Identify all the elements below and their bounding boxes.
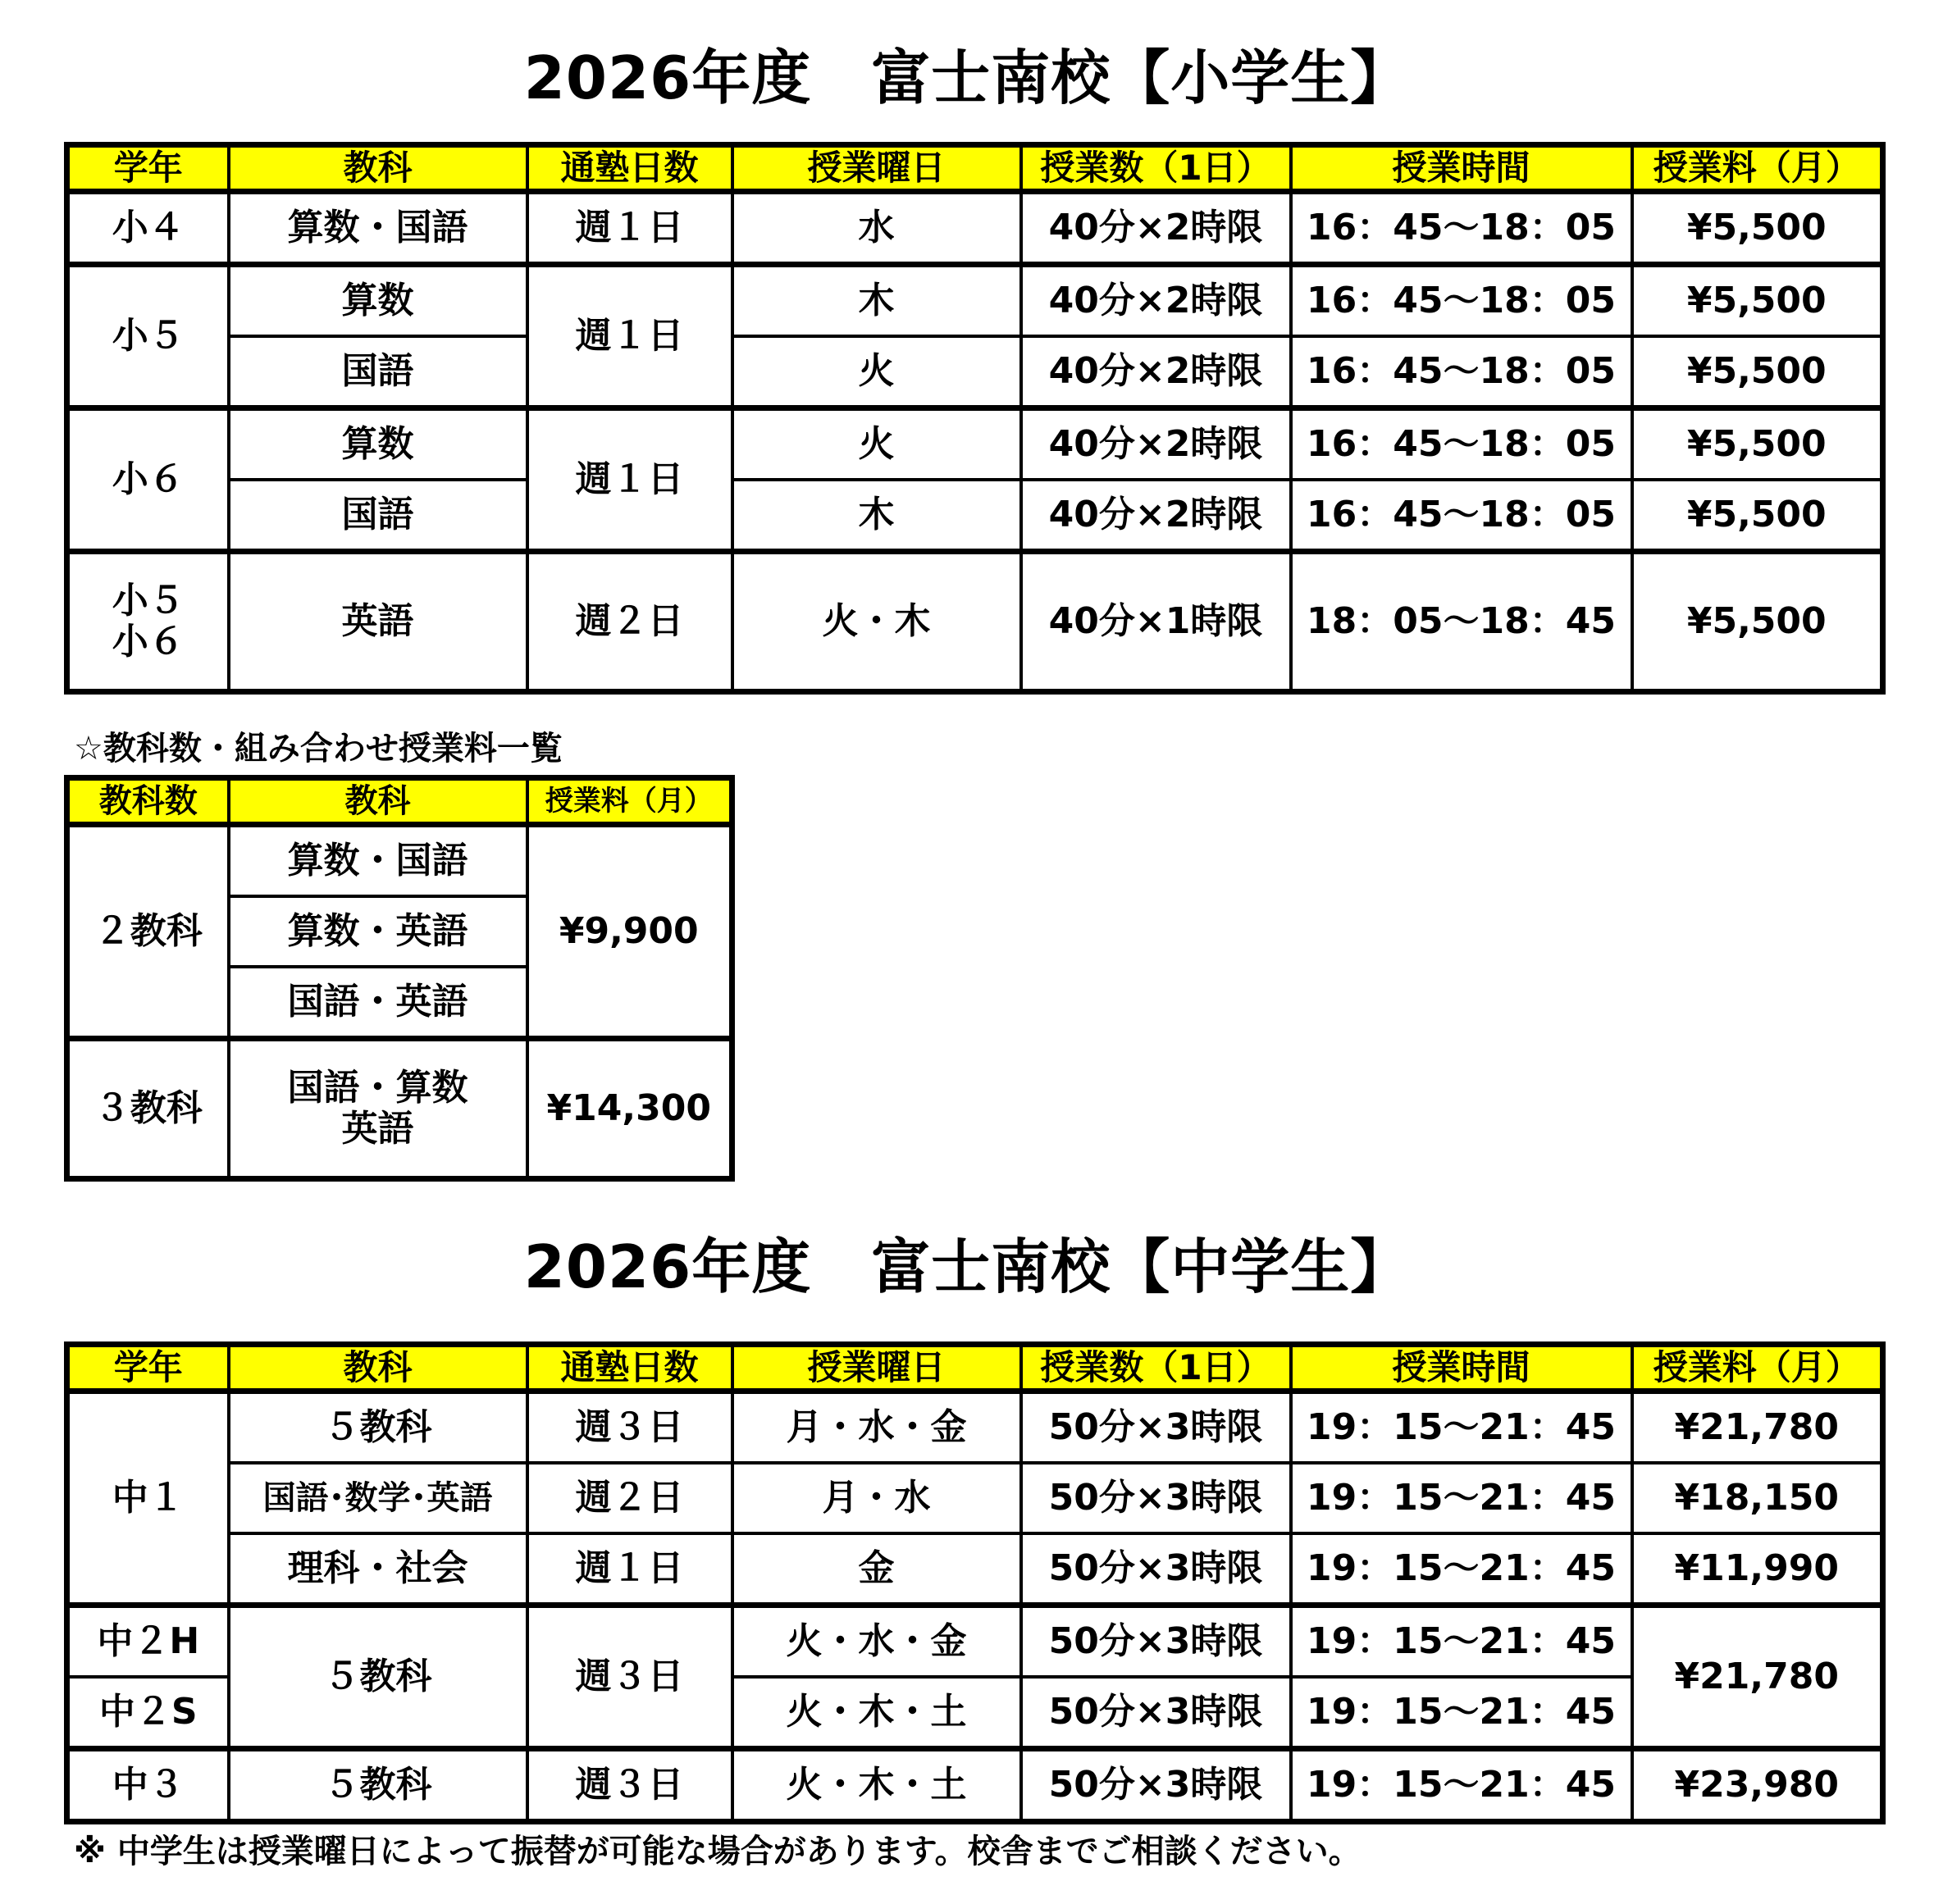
- time-cell: 19：15～21：45: [1291, 1533, 1632, 1606]
- days-cell: 週３日: [527, 1749, 732, 1822]
- fee-cell: ¥5,500: [1632, 336, 1883, 408]
- weekday-cell: 水: [732, 192, 1021, 265]
- middle-title: 2026年度 富士南校【中学生】: [523, 1232, 1411, 1301]
- fee-cell: ¥5,500: [1632, 552, 1883, 692]
- time-cell: 19：15～21：45: [1291, 1392, 1632, 1464]
- grade-cell: 中３: [67, 1749, 229, 1822]
- time-cell: 19：15～21：45: [1291, 1606, 1632, 1678]
- table-row: [67, 408, 1883, 481]
- lessons-cell: 50分×3時限: [1021, 1677, 1291, 1749]
- header-time: 授業時間: [1291, 1345, 1632, 1392]
- time-cell: 16：45～18：05: [1291, 480, 1632, 552]
- middle-schedule-table: [64, 1341, 1886, 1824]
- weekday-cell: 火: [732, 336, 1021, 408]
- fee-cell: ¥5,500: [1632, 192, 1883, 265]
- header-subject: 教科: [229, 778, 527, 825]
- header-subject: 教科: [229, 1345, 527, 1392]
- fee-cell: ¥5,500: [1632, 480, 1883, 552]
- grade-cell: 中２H: [67, 1606, 229, 1678]
- subject-cell: 国語・英語: [229, 967, 527, 1039]
- table-row: [67, 1463, 1883, 1533]
- lessons-cell: 50分×3時限: [1021, 1533, 1291, 1606]
- days-cell: 週３日: [527, 1606, 732, 1749]
- weekday-cell: 火・木・土: [732, 1749, 1021, 1822]
- weekday-cell: 火: [732, 408, 1021, 481]
- lessons-cell: 50分×3時限: [1021, 1463, 1291, 1533]
- subject-cell: 国語: [229, 480, 527, 552]
- header-time: 授業時間: [1291, 145, 1632, 192]
- fee-cell: ¥9,900: [527, 825, 732, 1039]
- grade-cell: 中１: [67, 1392, 229, 1606]
- subject-line: 英語: [341, 1108, 414, 1150]
- days-cell: 週２日: [527, 552, 732, 692]
- fee-cell: ¥5,500: [1632, 265, 1883, 337]
- fee-cell: ¥14,300: [527, 1039, 732, 1179]
- header-days: 通塾日数: [527, 1345, 732, 1392]
- table-row: [67, 1749, 1883, 1822]
- lessons-cell: 40分×1時限: [1021, 552, 1291, 692]
- time-cell: 16：45～18：05: [1291, 336, 1632, 408]
- weekday-cell: 月・水・金: [732, 1392, 1021, 1464]
- combo-note: ☆教科数・組み合わせ授業料一覧: [74, 730, 563, 768]
- time-cell: 19：15～21：45: [1291, 1749, 1632, 1822]
- header-fee: 授業料（月）: [527, 778, 732, 825]
- days-cell: 週１日: [527, 192, 732, 265]
- table-row: [67, 1392, 1883, 1464]
- table-header-row: [67, 778, 732, 825]
- footnote: ※ 中学生は授業曜日によって振替が可能な場合があります。校舎までご相談ください。: [74, 1833, 1362, 1870]
- grade-line: 小５: [112, 580, 185, 622]
- header-weekday: 授業曜日: [732, 1345, 1021, 1392]
- fee-cell: ¥21,780: [1632, 1392, 1883, 1464]
- subject-cell: [229, 1039, 527, 1179]
- table-row: [67, 1606, 1883, 1678]
- grade-line: 小６: [112, 621, 185, 663]
- header-weekday: 授業曜日: [732, 145, 1021, 192]
- days-cell: 週１日: [527, 265, 732, 408]
- time-cell: 18：05～18：45: [1291, 552, 1632, 692]
- lessons-cell: 50分×3時限: [1021, 1392, 1291, 1464]
- fee-cell: ¥21,780: [1632, 1606, 1883, 1749]
- time-cell: 19：15～21：45: [1291, 1463, 1632, 1533]
- header-days: 通塾日数: [527, 145, 732, 192]
- fee-cell: ¥5,500: [1632, 408, 1883, 481]
- table-row: [67, 480, 1883, 552]
- fee-cell: ¥18,150: [1632, 1463, 1883, 1533]
- grade-cell: [67, 552, 229, 692]
- header-fee: 授業料（月）: [1632, 1345, 1883, 1392]
- weekday-cell: 火・木: [732, 552, 1021, 692]
- header-fee: 授業料（月）: [1632, 145, 1883, 192]
- time-cell: 16：45～18：05: [1291, 408, 1632, 481]
- lessons-cell: 40分×2時限: [1021, 336, 1291, 408]
- table-row: [67, 1533, 1883, 1606]
- lessons-cell: 50分×3時限: [1021, 1749, 1291, 1822]
- days-cell: 週１日: [527, 408, 732, 552]
- weekday-cell: 火・水・金: [732, 1606, 1021, 1678]
- subject-cell: 国語: [229, 336, 527, 408]
- fee-cell: ¥23,980: [1632, 1749, 1883, 1822]
- header-lessons: 授業数（1日）: [1021, 1345, 1291, 1392]
- table-row: [67, 336, 1883, 408]
- subject-cell: 算数・英語: [229, 896, 527, 967]
- weekday-cell: 木: [732, 265, 1021, 337]
- table-header-row: [67, 145, 1883, 192]
- grade-cell: 小４: [67, 192, 229, 265]
- table-row: [67, 1039, 732, 1179]
- grade-cell: 小６: [67, 408, 229, 552]
- time-cell: 19：15～21：45: [1291, 1677, 1632, 1749]
- table-header-row: [67, 1345, 1883, 1392]
- time-cell: 16：45～18：05: [1291, 265, 1632, 337]
- header-grade: 学年: [67, 1345, 229, 1392]
- days-cell: 週３日: [527, 1392, 732, 1464]
- subject-cell: ５教科: [229, 1606, 527, 1749]
- weekday-cell: 火・木・土: [732, 1677, 1021, 1749]
- grade-cell: 小５: [67, 265, 229, 408]
- lessons-cell: 40分×2時限: [1021, 480, 1291, 552]
- combo-fee-table: [64, 775, 735, 1182]
- days-cell: 週２日: [527, 1463, 732, 1533]
- elementary-title: 2026年度 富士南校【小学生】: [523, 43, 1411, 112]
- subject-cell: 算数・国語: [229, 192, 527, 265]
- table-row: [67, 265, 1883, 337]
- days-cell: 週１日: [527, 1533, 732, 1606]
- subject-cell: 算数: [229, 408, 527, 481]
- subject-cell: 国語･数学･英語: [229, 1463, 527, 1533]
- header-lessons: 授業数（1日）: [1021, 145, 1291, 192]
- subject-cell: ５教科: [229, 1749, 527, 1822]
- lessons-cell: 40分×2時限: [1021, 192, 1291, 265]
- lessons-cell: 40分×2時限: [1021, 265, 1291, 337]
- table-row: [67, 192, 1883, 265]
- header-count: 教科数: [67, 778, 229, 825]
- subject-cell: 英語: [229, 552, 527, 692]
- elementary-schedule-table: [64, 142, 1886, 695]
- subject-line: 国語・算数: [287, 1067, 468, 1109]
- subject-cell: 算数・国語: [229, 825, 527, 897]
- weekday-cell: 月・水: [732, 1463, 1021, 1533]
- subject-cell: 算数: [229, 265, 527, 337]
- count-cell: ２教科: [67, 825, 229, 1039]
- weekday-cell: 金: [732, 1533, 1021, 1606]
- subject-cell: ５教科: [229, 1392, 527, 1464]
- grade-cell: 中２S: [67, 1677, 229, 1749]
- time-cell: 16：45～18：05: [1291, 192, 1632, 265]
- fee-cell: ¥11,990: [1632, 1533, 1883, 1606]
- header-subject: 教科: [229, 145, 527, 192]
- header-grade: 学年: [67, 145, 229, 192]
- table-row: [67, 552, 1883, 692]
- weekday-cell: 木: [732, 480, 1021, 552]
- count-cell: ３教科: [67, 1039, 229, 1179]
- subject-cell: 理科・社会: [229, 1533, 527, 1606]
- lessons-cell: 50分×3時限: [1021, 1606, 1291, 1678]
- lessons-cell: 40分×2時限: [1021, 408, 1291, 481]
- table-row: [67, 825, 732, 897]
